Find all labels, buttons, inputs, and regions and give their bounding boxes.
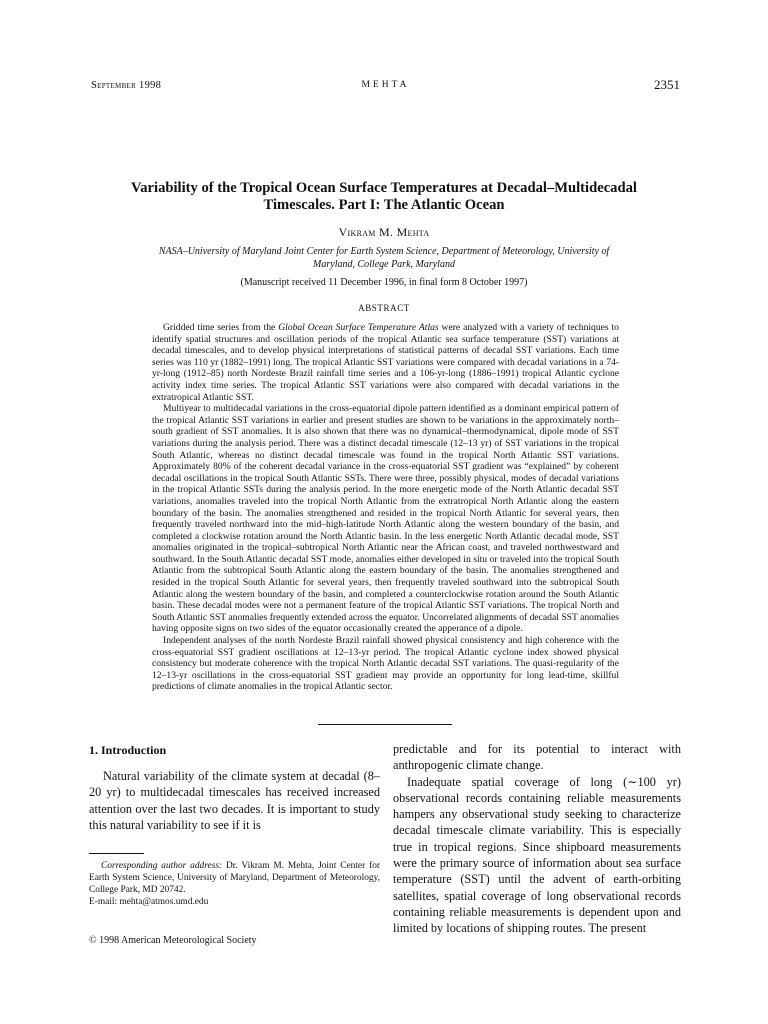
issue-date: September 1998: [91, 80, 162, 91]
intro-paragraph-1: Natural variability of the climate system at decadal (8–20 yr) to multidecadal timescales has received increased attention over the last two decades. It is important to study this natural variability to see if it is: [89, 769, 380, 832]
atlas-name: Global Ocean Surface Temperature Atlas: [278, 322, 439, 333]
right-column: [393, 741, 681, 937]
running-author: MEHTA: [361, 80, 410, 90]
footnote-email: E-mail: mehta@atmos.umd.edu: [89, 897, 209, 907]
abstract-paragraph-3: Independent analyses of the north Nordeste Brazil rainfall showed physical consistency and high coherence with the cross-equatorial SST gradient oscillations at 12–13-yr period. The tropical Atlantic cyclone index showed physical consistency but moderate coherence with the tropical North Atlantic decadal SST variations. The quasi-regularity of the 12–13-yr oscillations in the cross-equatorial SST gradient may provide an opportunity for long lead-time, skillful predictions of climate anomalies in the tropical Atlantic sector.: [152, 635, 619, 693]
left-column: [89, 743, 380, 833]
footnote-rule: [89, 853, 144, 854]
footnote-address: Dr. Vikram M. Mehta, Joint Center for Earth System Science, University of Maryland, Department of Meteorology, College Park, MD 20742.: [89, 861, 380, 895]
abstract-heading: ABSTRACT: [358, 303, 410, 313]
manuscript-dates: (Manuscript received 11 December 1996, in final form 8 October 1997): [240, 277, 528, 288]
footnote-label: Corresponding author address:: [101, 861, 223, 871]
author-affiliation: NASA–University of Maryland Joint Center for Earth System Science, Department of Meteorology, University of Maryland, College Park, Maryland: [158, 246, 610, 270]
abstract-paragraph-1: Gridded time series from the Global Ocean Surface Temperature Atlas were analyzed with a variety of techniques to identify spatial structures and oscillation periods of the tropical Atlantic sea surface temperature (SST) variations at decadal timescales, and to develop physical interpretations of statistical patterns of decadal SST variations. Each time series was 110 yr (1882–1991) long. The tropical Atlantic SST variations were compared with decadal variations in a 74-yr-long (1912–85) north Nordeste Brazil rainfall time series and a 106-yr-long (1886–1991) tropical Atlantic cyclone activity index time series. The tropical Atlantic SST variations were also compared with decadal variations in the extratropical Atlantic SST.: [152, 322, 619, 403]
corresponding-author-footnote: [89, 860, 380, 908]
abstract-paragraph-2: Multiyear to multidecadal variations in the cross-equatorial dipole pattern identified as a dominant empirical pattern of the tropical Atlantic SST variations in earlier and present studies are shown to be variations in the approximately north–south gradient of SST anomalies. It is also shown that there was no dynamical–thermodynamical, dipole mode of SST variations during the analysis period. There was a distinct decadal timescale (12–13 yr) of SST variations in the tropical South Atlantic, whereas no distinct decadal timescale was found in the tropical North Atlantic SST variations. Approximately 80% of the coherent decadal variance in the cross-equatorial SST gradient was “explained” by coherent decadal oscillations in the tropical South Atlantic SSTs. There were three, possibly physical, modes of decadal variations in the tropical Atlantic SSTs during the analysis period. In the more energetic mode of the North Atlantic decadal SST variations, anomalies traveled into the tropical North Atlantic from the extratropical North Atlantic along the eastern boundary of the basin. The anomalies strengthened and resided in the tropical North Atlantic for several years, then frequently traveled northward into the mid–high-latitude North Atlantic along the western boundary of the basin, and completed a clockwise rotation around the North Atlantic basin. In the less energetic North Atlantic decadal mode, SST anomalies originated in the tropical–subtropical North Atlantic near the African coast, and traveled northwestward and southward. In the South Atlantic decadal SST mode, anomalies either developed in situ or traveled into the tropical South Atlantic from the subtropical South Atlantic along the eastern boundary of the basin. The anomalies strengthened and resided in the tropical South Atlantic for several years, then frequently traveled southward into the subtropical South Atlantic along the western boundary of the basin, and completed a counterclockwise rotation around the South Atlantic basin. These decadal modes were not a permanent feature of the tropical Atlantic SST variations. The tropical North and South Atlantic SST anomalies frequently extended across the equator. Uncorrelated alignments of decadal SST anomalies having opposite signs on two sides of the equator occasionally created the apperance of a dipole.: [152, 403, 619, 635]
copyright-notice: © 1998 American Meteorological Society: [89, 935, 257, 946]
intro-paragraph-2: Inadequate spatial coverage of long (∼100 yr) observational records containing reliable measurements hampers any observational study seeking to characterize decadal timescale climate variability. This is especially true in tropical regions. Since shipboard measurements were the primary source of information about sea surface temperature (SST) until the advent of earth-orbiting satellites, spatial coverage of long observational records containing reliable measurements is dependent upon and limited by locations of shipping routes. The present: [393, 774, 681, 936]
intro-paragraph-1-continued: predictable and for its potential to interact with anthropogenic climate change.: [393, 742, 681, 773]
article-title: Variability of the Tropical Ocean Surface Temperatures at Decadal–Multidecadal Timescales. Part I: The Atlantic Ocean: [131, 180, 637, 213]
running-head: [91, 78, 680, 96]
page-number: 2351: [654, 77, 680, 92]
section-divider: [318, 724, 452, 725]
abstract: [152, 322, 619, 693]
author-name: Vikram M. Mehta: [338, 225, 430, 239]
section-heading-introduction: 1. Introduction: [89, 743, 167, 757]
